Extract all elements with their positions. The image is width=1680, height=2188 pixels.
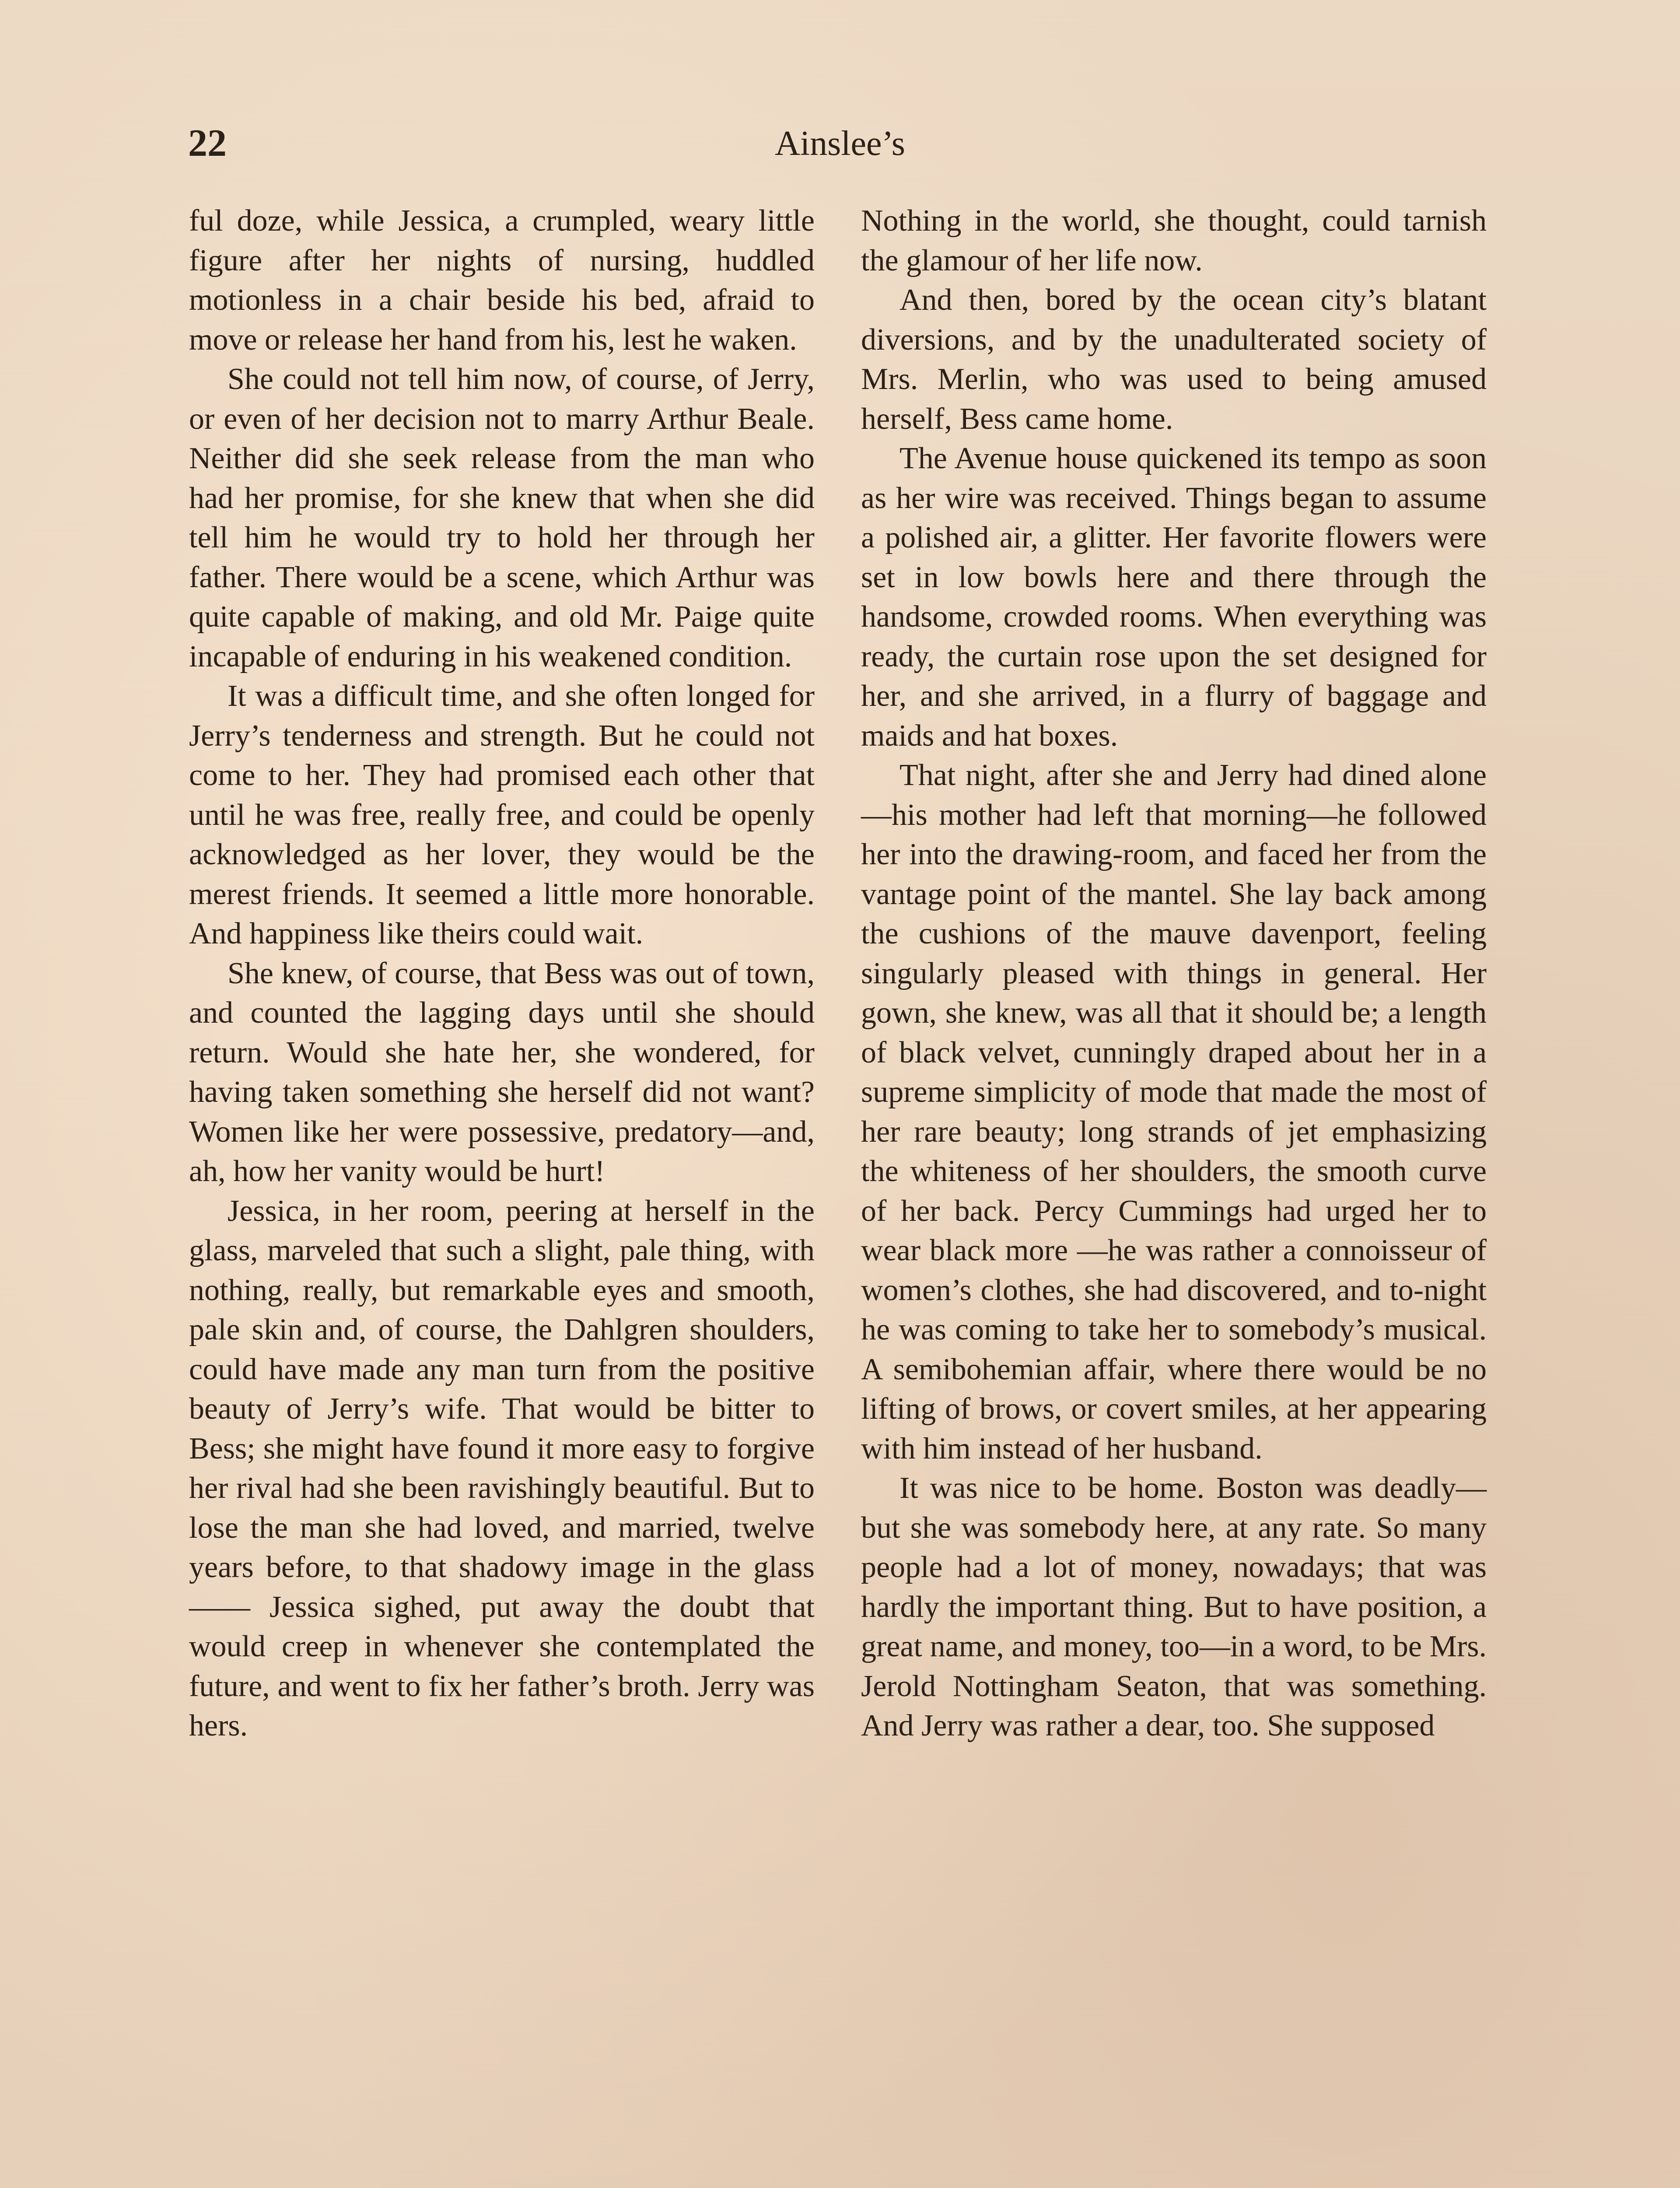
paragraph: ful doze, while Jessica, a crumpled, weary little figure after her nights of nursing, huddled motionless in a chair beside his bed, afraid to move or release her hand from his, lest he waken. <box>189 204 815 357</box>
page-number: 22 <box>188 122 227 165</box>
paragraph: She knew, of course, that Bess was out of town, and counted the lagging days until she should return. Would she hate her, she wondered, for having taken something she herself did not want? Women like her were possessive, predatory—and, ah, how her vanity would be hurt! <box>189 956 815 1188</box>
text-column-left <box>189 201 815 1746</box>
paragraph: It was nice to be home. Boston was deadly—but she was somebody here, at any rate. So many people had a lot of money, nowadays; that was hardly the important thing. But to have position, a great name, and money, too—in a word, to be Mrs. Jerold Nottingham Seaton, that was something. And Jerry was rather a dear, too. She supposed <box>861 1471 1487 1743</box>
paragraph: It was a difficult time, and she often longed for Jerry’s tenderness and strength. But he could not come to her. They had promised each other that until he was free, really free, and could be openly acknowledged as her lover, they would be the merest friends. It seemed a little more honorable. And happiness like theirs could wait. <box>189 679 815 950</box>
running-head <box>188 117 1492 170</box>
paragraph: She could not tell him now, of course, of Jerry, or even of her decision not to marry Arthur Beale. Neither did she seek release from the man who had her promise, for she knew that when she did tell him he would try to hold her through her father. There would be a scene, which Arthur was quite capable of making, and old Mr. Paige quite incapable of enduring in his weakened condition. <box>189 362 815 673</box>
paragraph: And then, bored by the ocean city’s blatant diversions, and by the unadulterated society of Mrs. Merlin, who was used to being amused herself, Bess came home. <box>861 283 1487 436</box>
text-column-right <box>861 201 1487 1746</box>
paragraph: That night, after she and Jerry had dined alone—his mother had left that morning—he followed her into the drawing-room, and faced her from the vantage point of the mantel. She lay back among the cushions of the mauve davenport, feeling singularly pleased with things in general. Her gown, she knew, was all that it should be; a length of black velvet, cunningly draped about her in a supreme simplicity of mode that made the most of her rare beauty; long strands of jet emphasizing the whiteness of her shoulders, the smooth curve of her back. Percy Cummings had urged her to wear black more —he was rather a connoisseur of women’s clothes, she had discovered, and to-night he was coming to take her to somebody’s musical. A semibohemian affair, where there would be no lifting of brows, or covert smiles, at her appearing with him instead of her husband. <box>861 758 1487 1466</box>
paragraph: The Avenue house quickened its tempo as soon as her wire was received. Things began to assume a polished air, a glitter. Her favorite flowers were set in low bowls here and there through the handsome, crowded rooms. When everything was ready, the curtain rose upon the set designed for her, and she arrived, in a flurry of baggage and maids and hat boxes. <box>861 442 1487 753</box>
paragraph: Jessica, in her room, peering at herself in the glass, marveled that such a slight, pale thing, with nothing, really, but remarkable eyes and smooth, pale skin and, of course, the Dahlgren shoulders, could have made any man turn from the positive beauty of Jerry’s wife. That would be bitter to Bess; she might have found it more easy to forgive her rival had she been ravishingly beautiful. But to lose the man she had loved, and married, twelve years before, to that shadowy image in the glass—— Jessica sighed, put away the doubt that would creep in whenever she contemplated the future, and went to fix her father’s broth. Jerry was hers. <box>189 1194 815 1743</box>
paragraph: Nothing in the world, she thought, could tarnish the glamour of her life now. <box>861 204 1487 277</box>
running-title: Ainslee’s <box>775 124 905 163</box>
